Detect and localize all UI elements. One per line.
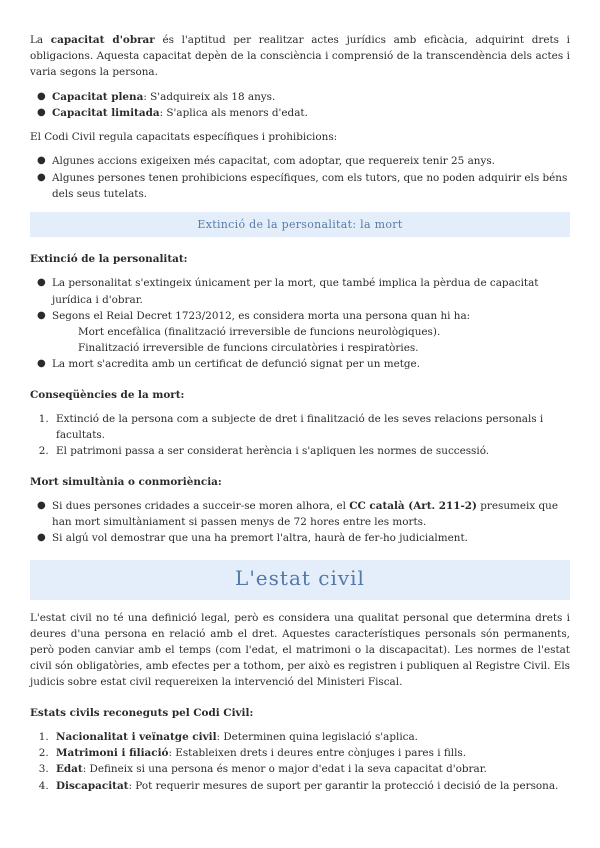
list-item [37, 153, 570, 169]
list-item [52, 745, 570, 761]
item-term: Discapacitat [56, 779, 129, 792]
bullet-icon: ● [37, 358, 46, 370]
list-item [52, 729, 570, 745]
item-term: Nacionalitat i veïnatge civil [56, 730, 217, 743]
list-item [37, 275, 570, 307]
capacity-list [30, 89, 570, 121]
list-item: Mort encefàlica (finalització irreversible de funcions neurològiques). [78, 326, 441, 338]
death-criteria-list [52, 324, 570, 356]
heading-estats: Estats civils reconeguts pel Codi Civil: [30, 706, 254, 719]
list-item: 2. El patrimoni passa a ser considerat herència i s'apliquen les normes de successió. [52, 443, 570, 459]
list-item [37, 498, 570, 530]
item-text: : Determinen quina legislació s'aplica. [216, 730, 418, 743]
item-text: : Estableixen drets i deures entre cònjuges i pares i fills. [168, 747, 467, 760]
bullet-icon: ● [37, 309, 46, 321]
bullet-icon: ● [37, 155, 46, 167]
item-term: CC català (Art. 211-2) [349, 499, 477, 512]
item-text: : Pot requerir mesures de suport per garantir la protecció i decisió de la persona. [128, 779, 559, 792]
section-banner-mort: Extinció de la personalitat: la mort [30, 212, 570, 237]
item-text: : S'aplica als menors d'edat. [159, 106, 308, 119]
estats-list [30, 729, 570, 794]
list-item [37, 356, 570, 372]
item-term: Capacitat plena [52, 90, 144, 103]
bullet-icon: ● [37, 532, 46, 544]
bullet-icon: ● [37, 106, 46, 118]
intro-term: capacitat d'obrar [50, 34, 155, 46]
item-text: Algunes accions exigeixen més capacitat, com adoptar, que requereix tenir 25 anys. [52, 155, 495, 168]
list-item: 1. Extinció de la persona com a subjecte de dret i finalització de les seves relacions personals i facultats. [52, 411, 570, 443]
list-item [37, 308, 570, 357]
item-term: Capacitat limitada [52, 106, 160, 119]
list-item [37, 170, 570, 202]
prohibitions-list [30, 153, 570, 202]
bullet-icon: ● [37, 171, 46, 183]
simultania-list [30, 498, 570, 547]
bullet-icon: ● [37, 90, 46, 102]
heading-extincio: Extinció de la personalitat: [30, 253, 188, 266]
item-text: La personalitat s'extingeix únicament per la mort, que també implica la pèrdua de capacitat jurídica i d'obrar. [52, 277, 539, 306]
bullet-icon: ● [37, 277, 46, 289]
item-text: Algunes persones tenen prohibicions específiques, com els tutors, que no poden adquirir els béns dels seus tutelats. [52, 171, 568, 200]
list-item [37, 530, 570, 546]
heading-simultania: Mort simultània o conmoriència: [30, 475, 222, 488]
item-term: Edat [56, 763, 83, 776]
intro-paragraph [30, 32, 570, 81]
list-item: Finalització irreversible de funcions circulatòries i respiratòries. [78, 342, 419, 355]
extincio-list [30, 275, 570, 372]
codi-paragraph: El Codi Civil regula capacitats específiques i prohibicions: [30, 131, 338, 144]
heading-consequencies: Conseqüències de la mort: [30, 388, 185, 401]
list-item [52, 778, 570, 794]
item-text: Segons el Reial Decret 1723/2012, es considera morta una persona quan hi ha: [52, 309, 471, 322]
estat-civil-paragraph: L'estat civil no té una definició legal, però es considera una qualitat personal que determina drets i deures d'una persona en relació amb el dret. Aquestes característiques personals són permanents, però poden canviar amb el temps (com l'edat, el matrimoni o la discapacitat). Les normes de l'estat civil són obligatòries, amb efectes per a tothom, per això es registren i publiquen al Registre Civil. Els judicis sobre estat civil requereixen la intervenció del Ministeri Fiscal. [30, 611, 570, 689]
item-text: : Defineix si una persona és menor o major d'edat i la seva capacitat d'obrar. [82, 763, 487, 776]
item-text: Si algú vol demostrar que una ha premort l'altra, haurà de fer-ho judicialment. [52, 532, 468, 545]
intro-text: és l'aptitud per realitzar actes jurídics amb eficàcia, adquirint drets i obligacions. Aquesta capacitat depèn de la consciència i comprensió de la transcendència dels actes i varia segons la persona. [30, 34, 570, 79]
item-term: Matrimoni i filiació [56, 747, 169, 760]
item-text: La mort s'acredita amb un certificat de defunció signat per un metge. [52, 358, 421, 371]
intro-text: La [30, 34, 51, 46]
list-item [37, 89, 570, 105]
section-banner-estat-civil: L'estat civil [30, 560, 570, 599]
list-item [52, 761, 570, 777]
list-item [37, 105, 570, 121]
item-text: presumeix que han mort simultàniament si passen menys de 72 hores entre les morts. [52, 499, 558, 528]
bullet-icon: ● [37, 499, 46, 511]
item-text: : S'adquireix als 18 anys. [143, 90, 276, 103]
consequencies-list [30, 411, 570, 460]
item-text: Si dues persones cridades a succeir-se moren alhora, el [52, 499, 350, 512]
